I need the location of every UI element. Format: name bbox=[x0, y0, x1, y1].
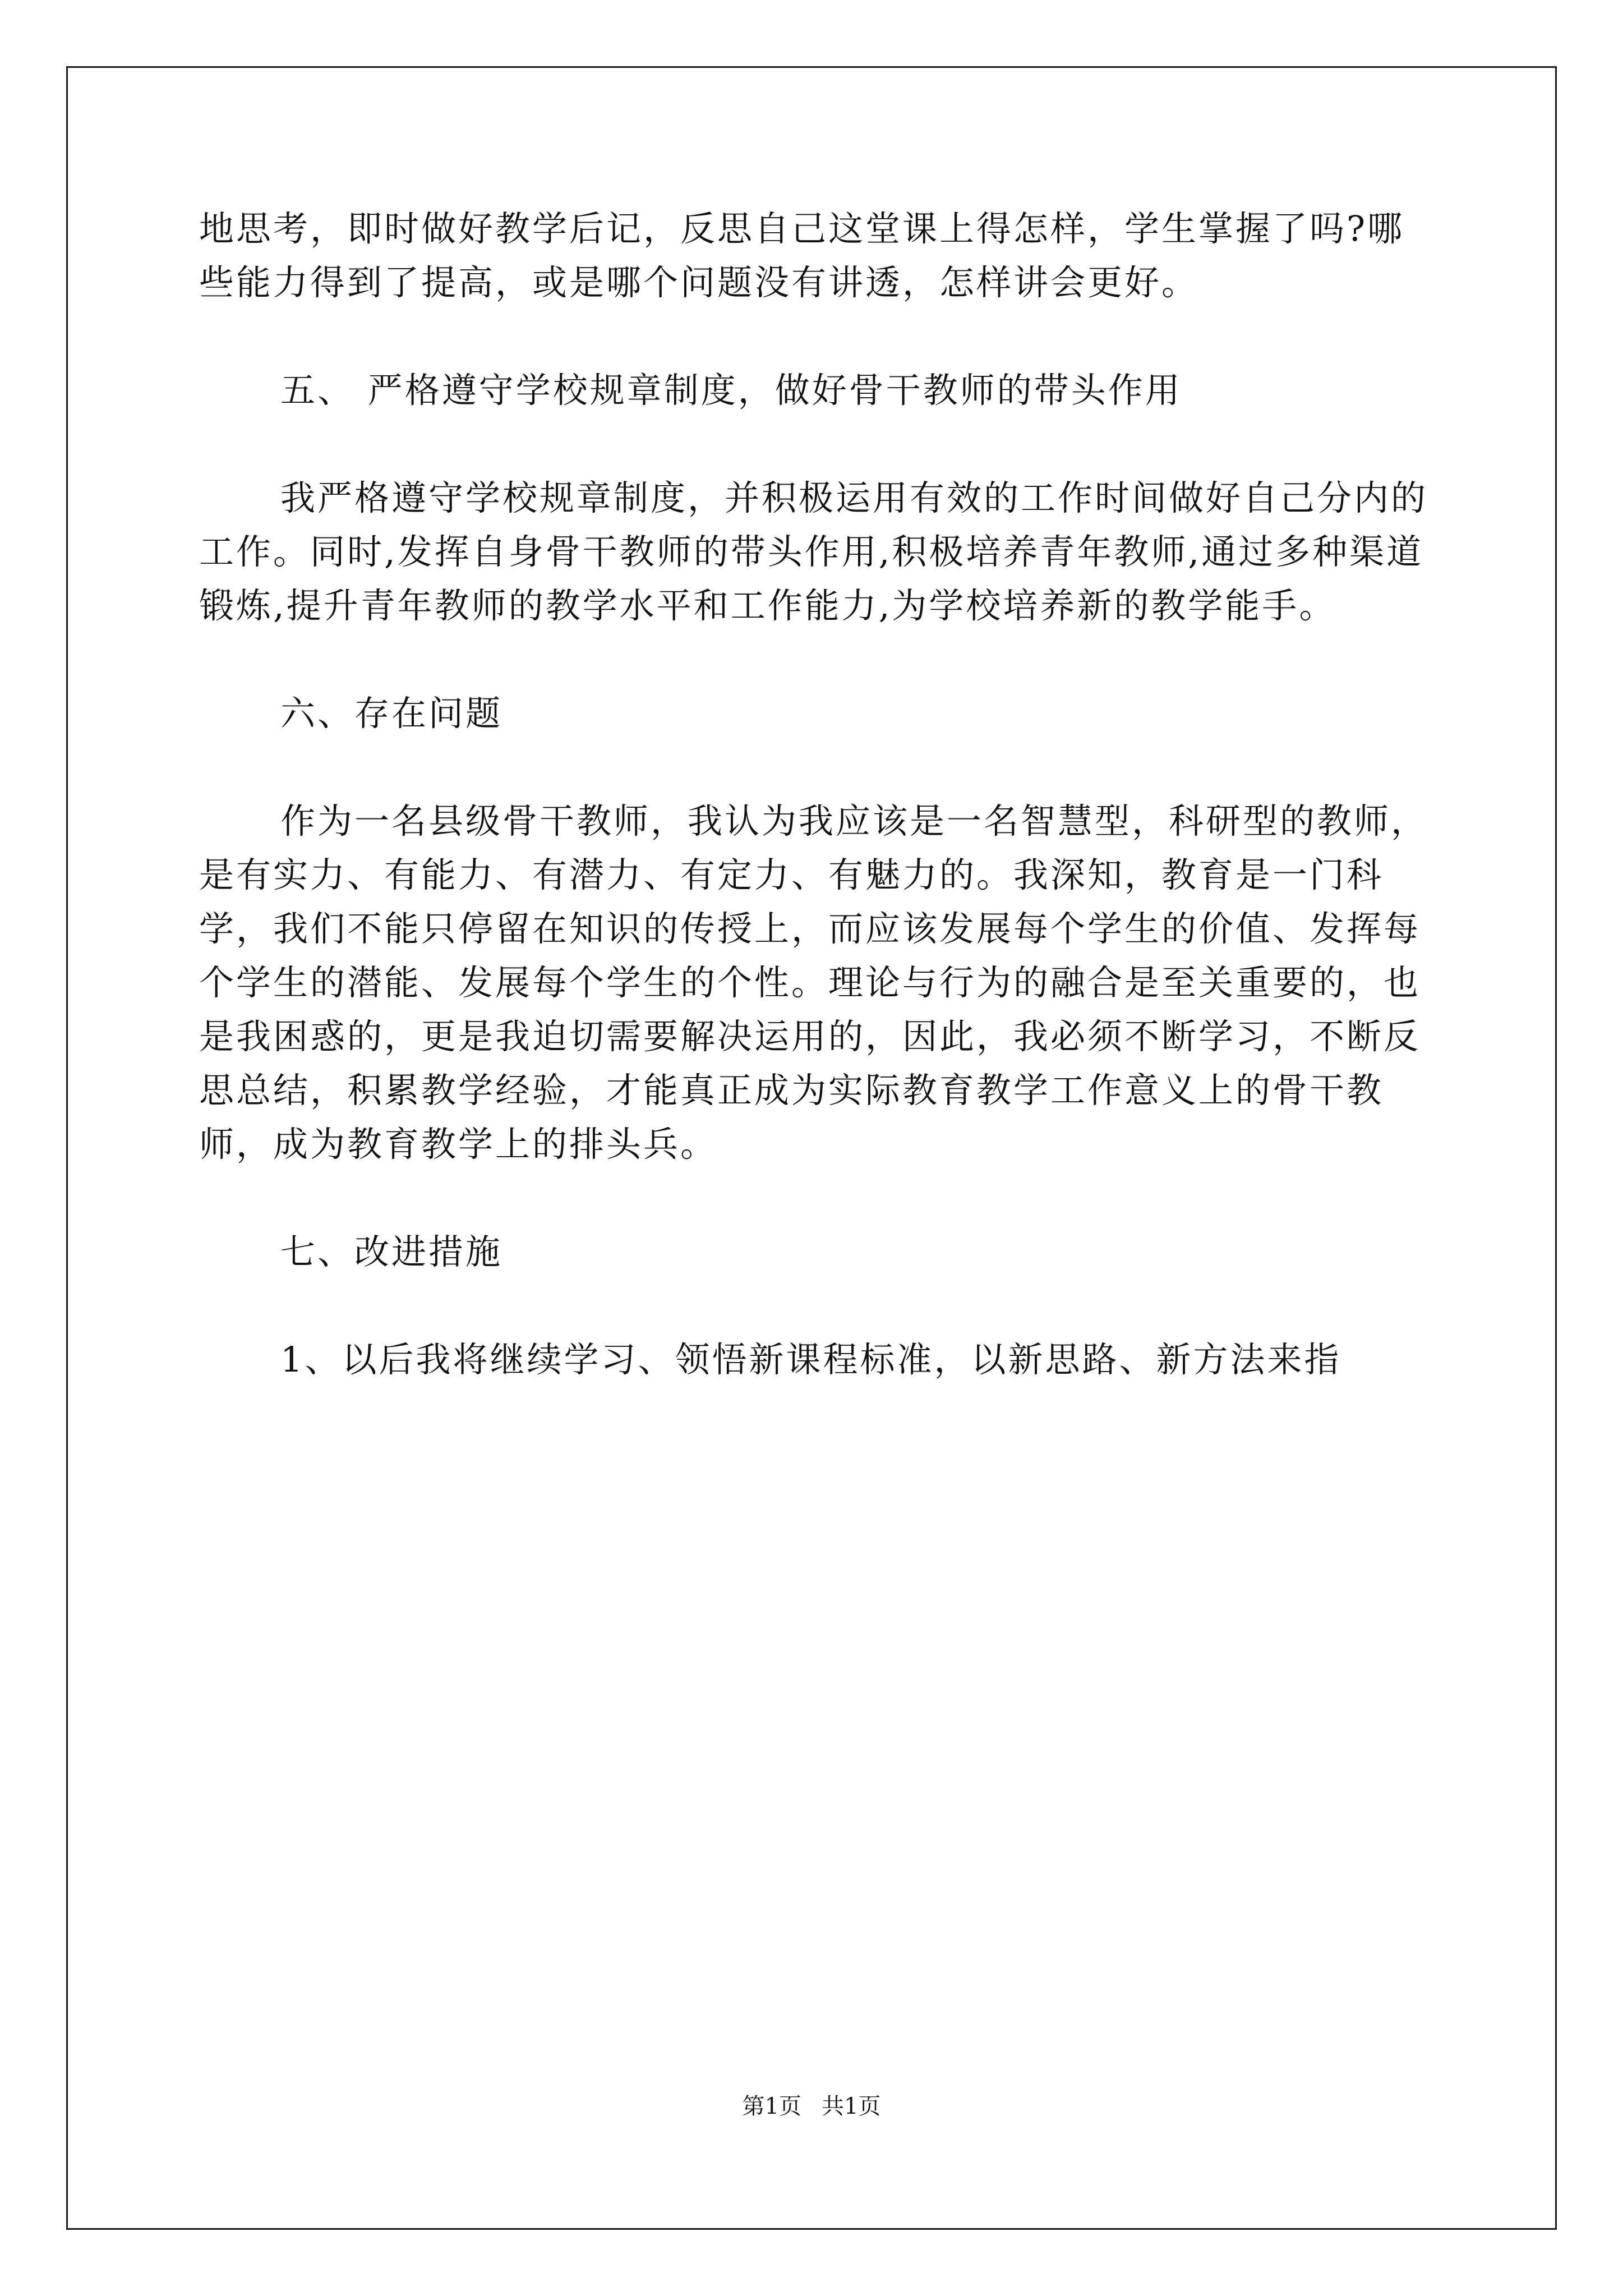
paragraph-2: 我严格遵守学校规章制度，并积极运用有效的工作时间做好自己分内的工作。同时,发挥自身骨干教师的带头作用,积极培养青年教师,通过多种渠道锻炼,提升青年教师的教学水平和工作能力,为学校培养新的教学能手。 bbox=[199, 477, 1428, 626]
section-heading-7: 七、改进措施 bbox=[280, 1231, 503, 1272]
page-number: 第1页 bbox=[742, 2093, 801, 2119]
paragraph-1: 地思考，即时做好教学后记，反思自己这堂课上得怎样，学生掌握了吗?哪些能力得到了提高，或是哪个问题没有讲透，怎样讲会更好。 bbox=[199, 208, 1405, 303]
page-footer bbox=[0, 2092, 1623, 2120]
paragraph-4: 1、以后我将继续学习、领悟新课程标准，以新思路、新方法来指 bbox=[280, 1339, 1341, 1380]
section-heading-6: 六、存在问题 bbox=[280, 693, 503, 734]
page-total: 共1页 bbox=[822, 2093, 881, 2119]
document-body bbox=[199, 202, 1438, 1441]
section-heading-5: 五、 严格遵守学校规章制度，做好骨干教师的带头作用 bbox=[280, 370, 1182, 411]
paragraph-3: 作为一名县级骨干教师，我认为我应该是一名智慧型，科研型的教师，是有实力、有能力、有潜力、有定力、有魅力的。我深知，教育是一门科学，我们不能只停留在知识的传授上，而应该发展每个学生的价值、发挥每个学生的潜能、发展每个学生的个性。理论与行为的融合是至关重要的，也是我困惑的，更是我迫切需要解决运用的，因此，我必须不断学习，不断反思总结，积累教学经验，才能真正成为实际教育教学工作意义上的骨干教师，成为教育教学上的排头兵。 bbox=[199, 800, 1428, 1165]
